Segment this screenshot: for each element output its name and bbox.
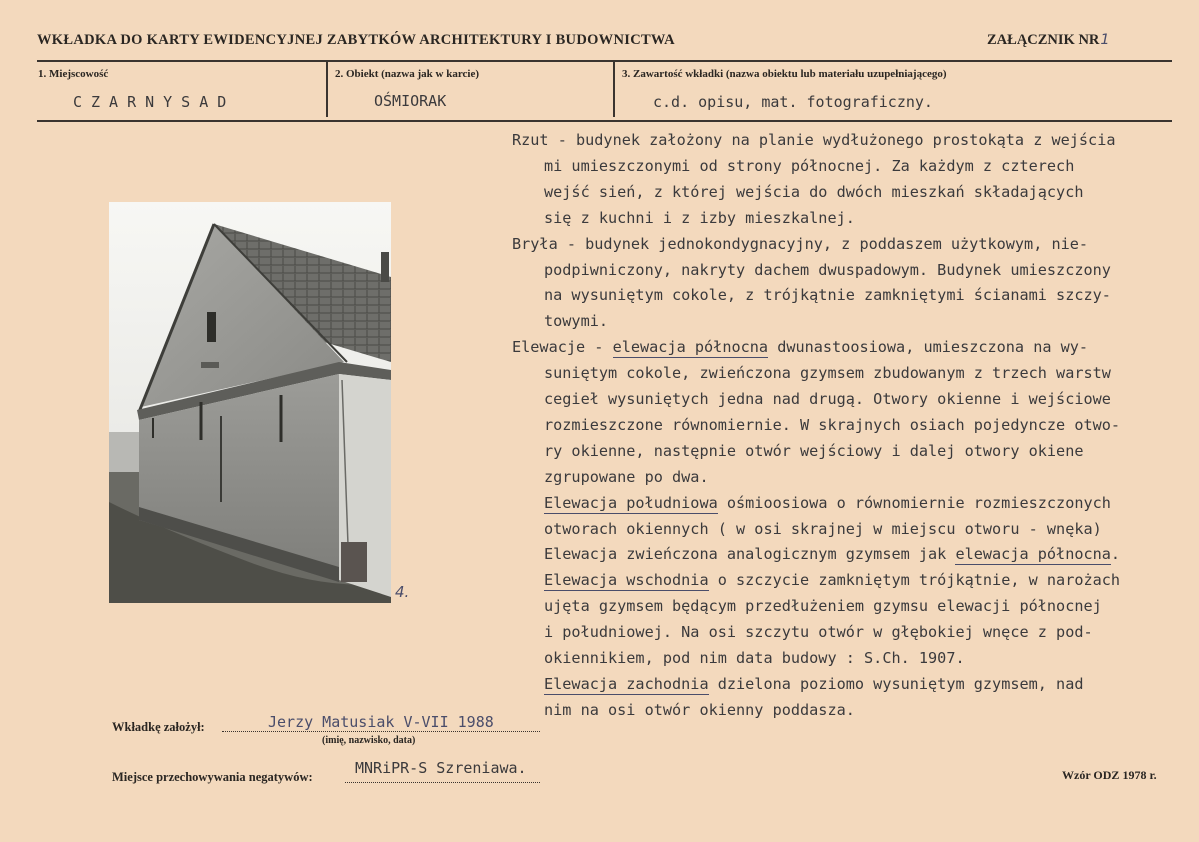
annex-label [987, 32, 1110, 49]
body-line: suniętym cokole, zwieńczona gzymsem zbudowanym z trzech warstw [544, 364, 1111, 383]
author-value: Jerzy Matusiak V-VII 1988 [268, 713, 494, 731]
top-divider [37, 60, 1172, 62]
body-line: otworach okiennych ( w osi skrajnej w miejscu otworu - wnęka) [544, 519, 1102, 538]
underlined-term: elewacja północna [955, 545, 1111, 564]
body-line: na wysuniętym cokole, z trójkątnie zamkniętymi ścianami szczy- [544, 286, 1111, 305]
negatives-line [345, 782, 540, 783]
form-title: WKŁADKA DO KARTY EWIDENCYJNEJ ZABYTKÓW ARCHITEKTURY I BUDOWNICTWA [37, 32, 675, 48]
body-line: nim na osi otwór okienny poddasza. [544, 700, 855, 719]
locality-value: CZARNYSAD [73, 93, 236, 111]
negatives-label: Miejsce przechowywania negatywów: [112, 770, 313, 784]
body-line: okiennikiem, pod nim data budowy : S.Ch. 1907. [544, 649, 965, 667]
body-line: się z kuchni i z izby mieszkalnej. [544, 208, 855, 227]
annex-number: 1 [1100, 32, 1110, 48]
annex-label-text: ZAŁĄCZNIK NR [987, 32, 1100, 48]
form-code: Wzór ODZ 1978 r. [1062, 768, 1157, 782]
field-row-divider [37, 120, 1172, 122]
underlined-term: Elewacja zachodnia [544, 674, 709, 693]
body-line: Rzut - budynek założony na planie wydłużonego prostokąta z wejścia [512, 131, 1116, 149]
author-hint: (imię, nazwisko, data) [322, 735, 416, 746]
body-line: ry okienne, następnie otwór wejściowy i dalej otwory okiene [544, 441, 1084, 460]
object-label: 2. Obiekt (nazwa jak w karcie) [335, 68, 480, 80]
body-line: i południowej. Na osi szczytu otwór w głębokiej wnęce z pod- [544, 623, 1093, 642]
content-value: c.d. opisu, mat. fotograficzny. [653, 93, 933, 111]
body-line: ujęta gzymsem będącym przedłużeniem gzymsu elewacji północnej [544, 597, 1102, 616]
body-line: Elewacja zwieńczona analogicznym gzymsem jak elewacja północna. [544, 545, 1121, 564]
body-line: wejść sień, z której wejścia do dwóch mieszkań składających [544, 182, 1084, 201]
field-divider-1 [326, 62, 328, 117]
locality-label: 1. Miejscowość [38, 68, 109, 80]
underlined-term: Elewacja wschodnia [544, 571, 709, 590]
body-line: rozmieszczone równomiernie. W skrajnych osiach pojedyncze otwo- [544, 415, 1121, 434]
content-label: 3. Zawartość wkładki (nazwa obiektu lub materiału uzupełniającego) [622, 68, 947, 80]
negatives-value: MNRiPR-S Szreniawa. [355, 759, 527, 777]
author-label: Wkładkę założył: [112, 720, 205, 734]
photo-number: 4. [395, 583, 410, 601]
body-line: Elewacja zachodnia dzielona poziomo wysuniętym gzymsem, nad [544, 674, 1084, 693]
building-photo-image [109, 202, 391, 603]
body-line: cegieł wysuniętych jedna nad drugą. Otwory okienne i wejściowe [544, 390, 1111, 408]
body-line: mi umieszczonymi od strony północnej. Za każdym z czterech [544, 156, 1075, 175]
body-line: Elewacje - elewacja północna dwunastoosiowa, umieszczona na wy- [512, 338, 1089, 357]
field-divider-2 [613, 62, 615, 117]
body-line: Elewacja południowa ośmioosiowa o równomiernie rozmieszczonych [544, 493, 1111, 512]
body-line: Elewacja wschodnia o szczycie zamkniętym trójkątnie, w narożach [544, 571, 1121, 590]
building-photo [109, 202, 391, 603]
author-line [222, 731, 540, 732]
body-line: podpiwniczony, nakryty dachem dwuspadowym. Budynek umieszczony [544, 260, 1111, 279]
underlined-term: Elewacja południowa [544, 493, 718, 512]
body-line: Bryła - budynek jednokondygnacyjny, z poddaszem użytkowym, nie- [512, 234, 1089, 253]
object-value: OŚMIORAK [374, 92, 447, 110]
underlined-term: elewacja północna [612, 338, 769, 357]
body-line: zgrupowane po dwa. [544, 467, 709, 486]
body-line: towymi. [544, 312, 609, 331]
